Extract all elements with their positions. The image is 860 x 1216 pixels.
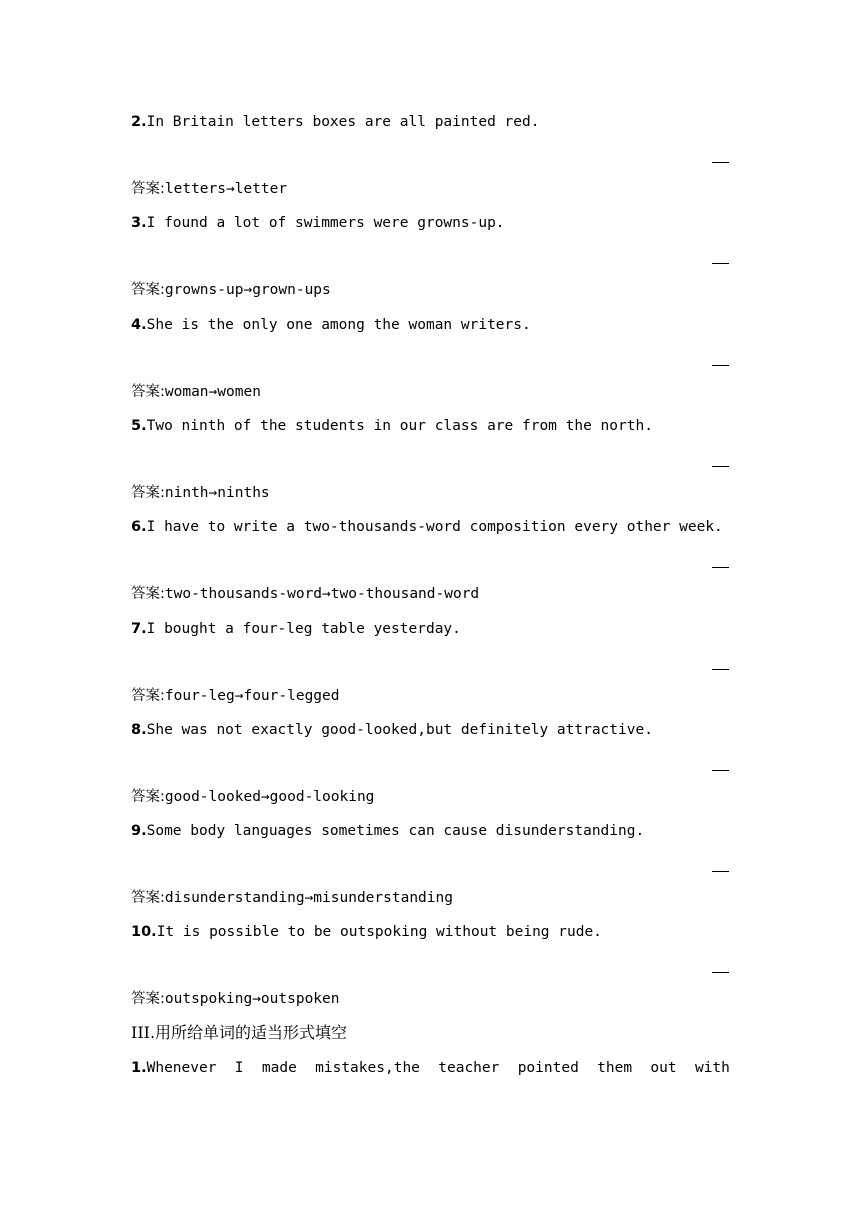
answer-line: [131, 686, 340, 706]
answer-label: 答案:: [131, 282, 165, 299]
answer-label: 答案:: [131, 484, 165, 501]
answer-correction: letters→letter: [164, 181, 288, 197]
question-number: 4.: [131, 316, 147, 333]
question-word: Whenever: [146, 1060, 217, 1076]
answer-label: 答案:: [131, 181, 165, 197]
question-number: 2.: [131, 114, 147, 130]
answer-blank-line: [712, 871, 729, 872]
answer-blank-line: [712, 770, 729, 771]
answer-label: 答案:: [131, 890, 165, 907]
answer-label: 答案:: [131, 991, 165, 1008]
question-word: out: [650, 1060, 677, 1076]
answer-correction: ninth→ninths: [164, 484, 270, 501]
answer-label: 答案:: [131, 687, 165, 704]
answer-blank-line: [712, 669, 729, 670]
question-line: [131, 922, 602, 942]
answer-correction: outspoking→outspoken: [164, 991, 340, 1008]
question-line: [131, 619, 461, 639]
answer-correction: disunderstanding→misunderstanding: [164, 890, 453, 907]
question-line: [131, 213, 505, 233]
answer-blank-line: [712, 567, 729, 568]
answer-blank-line: [712, 365, 729, 366]
answer-line: [131, 483, 270, 503]
answer-blank-line: [712, 263, 729, 264]
answer-line: [131, 584, 479, 604]
answer-label: 答案:: [131, 586, 165, 603]
question-sentence: It is possible to be outspoking without being rude.: [156, 924, 602, 941]
question-line: [131, 315, 531, 335]
answer-blank-line: [712, 162, 729, 163]
question-line: [131, 720, 653, 740]
question-number: 5.: [131, 417, 147, 434]
question-number: 7.: [131, 620, 147, 637]
answer-line: [131, 787, 374, 807]
fill-blank-question-line: [131, 1058, 730, 1078]
question-word: made: [261, 1060, 297, 1076]
question-line: [131, 517, 723, 537]
answer-line: [131, 382, 261, 402]
question-word: them: [597, 1060, 633, 1076]
question-number: 1.: [131, 1060, 147, 1076]
answer-correction: growns-up→grown-ups: [164, 282, 331, 299]
answer-correction: two-thousands-word→two-thousand-word: [164, 586, 480, 603]
question-word: teacher: [438, 1060, 500, 1076]
answer-blank-line: [712, 466, 729, 467]
answer-correction: four-leg→four-legged: [164, 687, 340, 704]
question-sentence: I have to write a two-thousands-word composition every other week.: [146, 519, 723, 536]
question-number: 3.: [131, 215, 147, 232]
answer-blank-line: [712, 972, 729, 973]
question-sentence: She is the only one among the woman writers.: [146, 316, 531, 333]
question-line: [131, 821, 644, 841]
answer-label: 答案:: [131, 383, 165, 400]
answer-line: [131, 179, 287, 199]
question-word: pointed: [517, 1060, 579, 1076]
question-number: 8.: [131, 721, 147, 738]
question-word: with: [694, 1060, 730, 1076]
question-sentence: Some body languages sometimes can cause disunderstanding.: [146, 823, 645, 840]
question-sentence: I found a lot of swimmers were growns-up.: [146, 215, 505, 232]
answer-line: [131, 989, 340, 1009]
question-line: [131, 416, 653, 436]
section-heading: III.用所给单词的适当形式填空: [131, 1023, 348, 1042]
answer-line: [131, 888, 453, 908]
question-line: [131, 112, 539, 132]
question-number: 9.: [131, 823, 147, 840]
question-sentence: Two ninth of the students in our class are from the north.: [146, 417, 653, 434]
answer-correction: woman→women: [164, 383, 261, 400]
question-sentence: In Britain letters boxes are all painted red.: [146, 114, 540, 130]
answer-label: 答案:: [131, 788, 165, 805]
question-word: I: [234, 1060, 244, 1076]
question-sentence: I bought a four-leg table yesterday.: [146, 620, 461, 637]
question-number: 10.: [131, 924, 157, 941]
question-word: mistakes,the: [315, 1060, 420, 1076]
answer-correction: good-looked→good-looking: [164, 788, 375, 805]
question-sentence: She was not exactly good-looked,but definitely attractive.: [146, 721, 653, 738]
question-number: 6.: [131, 519, 147, 536]
answer-line: [131, 280, 331, 300]
